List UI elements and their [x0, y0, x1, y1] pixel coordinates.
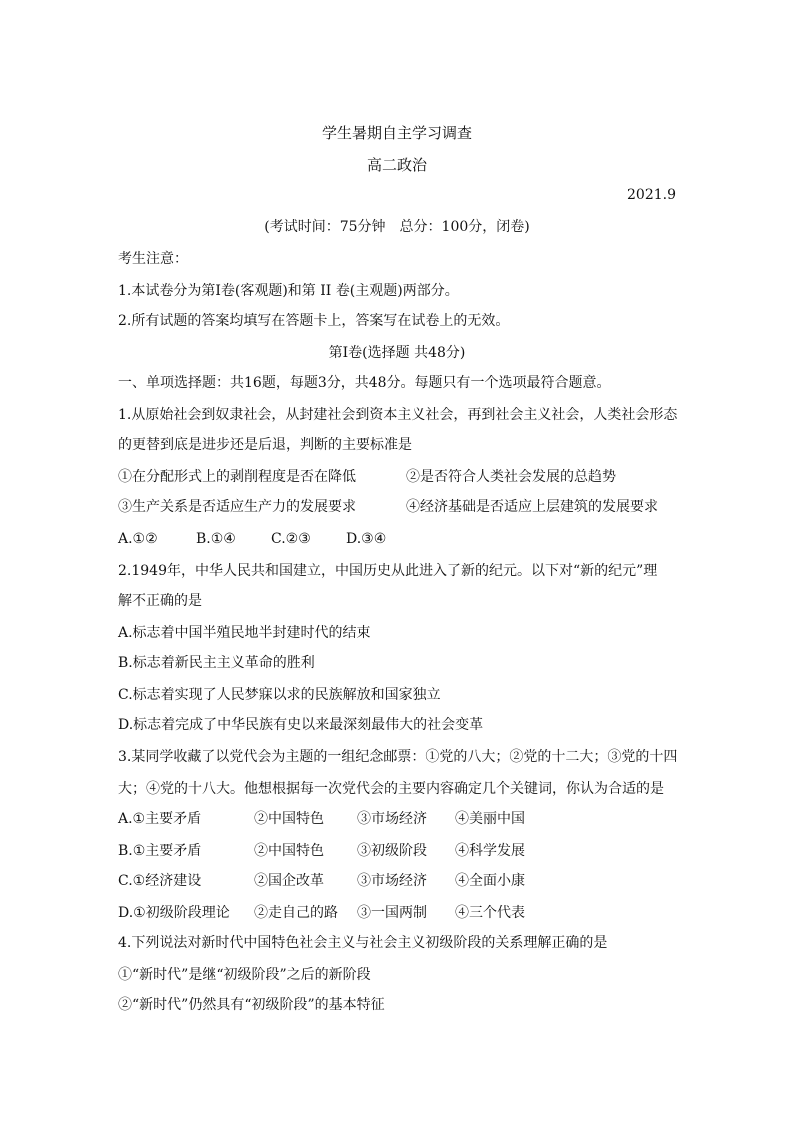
question-stem: 解不正确的是 [118, 593, 202, 609]
answer-choice-d: D.③④ [346, 531, 387, 547]
exam-date: 2021.9 [627, 187, 676, 203]
keyword: ④全面小康 [455, 873, 525, 889]
answer-option-a: A.①主要矛盾 [118, 811, 202, 827]
answer-choice-a: A.①② [118, 531, 158, 547]
keyword: ④科学发展 [455, 843, 525, 859]
question-stem: 大；④党的十八大。他想根据每一次党代会的主要内容确定几个关键词，你认为合适的是 [118, 781, 664, 797]
question-stem: 4.下列说法对新时代中国特色社会主义与社会主义初级阶段的关系理解正确的是 [118, 935, 608, 951]
statement: ①在分配形式上的剥削程度是否在降低 [118, 469, 356, 485]
statement: ③生产关系是否适应生产力的发展要求 [118, 499, 356, 515]
statement: ②是否符合人类社会发展的总趋势 [406, 469, 616, 485]
question-stem: 2.1949年，中华人民共和国建立，中国历史从此进入了新的纪元。以下对“新的纪元”理 [118, 563, 658, 579]
keyword: ④三个代表 [455, 905, 525, 921]
exam-subject: 高二政治 [366, 156, 427, 174]
keyword: ②国企改革 [254, 873, 324, 889]
statement: ④经济基础是否适应上层建筑的发展要求 [406, 499, 658, 515]
notice-item: 1.本试卷分为第Ⅰ卷(客观题)和第 II 卷(主观题)两部分。 [118, 283, 459, 299]
keyword: ②中国特色 [254, 843, 324, 859]
notice-heading: 考生注意： [118, 251, 188, 267]
answer-choice-b: B.①④ [196, 531, 236, 547]
question-stem: 1.从原始社会到奴隶社会，从封建社会到资本主义社会，再到社会主义社会，人类社会形态 [118, 407, 678, 423]
answer-option-b: B.①主要矛盾 [118, 843, 202, 859]
keyword: ②中国特色 [254, 811, 324, 827]
answer-option-d: D.①初级阶段理论 [118, 905, 230, 921]
keyword: ③一国两制 [357, 905, 427, 921]
keyword: ③市场经济 [357, 811, 427, 827]
answer-choice-c: C.②③ [271, 531, 311, 547]
statement: ②“新时代”仍然具有“初级阶段”的基本特征 [118, 997, 385, 1013]
notice-item: 2.所有试题的答案均填写在答题卡上，答案写在试卷上的无效。 [118, 313, 510, 329]
exam-info: (考试时间：75分钟 总分：100分，闭卷) [264, 219, 530, 235]
section-heading: 一、单项选择题：共16题，每题3分，共48分。每题只有一个选项最符合题意。 [118, 375, 611, 391]
keyword: ③初级阶段 [357, 843, 427, 859]
answer-option-c: C.标志着实现了人民梦寐以求的民族解放和国家独立 [118, 687, 441, 703]
statement: ①“新时代”是继“初级阶段”之后的新阶段 [118, 967, 371, 983]
question-stem: 的更替到底是进步还是后退，判断的主要标准是 [118, 437, 412, 453]
part-title: 第Ⅰ卷(选择题 共48分) [328, 345, 466, 361]
keyword: ③市场经济 [357, 873, 427, 889]
keyword: ④美丽中国 [455, 811, 525, 827]
question-stem: 3.某同学收藏了以党代会为主题的一组纪念邮票：①党的八大；②党的十二大；③党的十四 [118, 749, 678, 765]
answer-option-a: A.标志着中国半殖民地半封建时代的结束 [118, 625, 371, 641]
answer-option-b: B.标志着新民主主义革命的胜利 [118, 655, 315, 671]
answer-option-c: C.①经济建设 [118, 873, 202, 889]
exam-title: 学生暑期自主学习调查 [321, 124, 472, 142]
keyword: ②走自己的路 [254, 905, 338, 921]
answer-option-d: D.标志着完成了中华民族有史以来最深刻最伟大的社会变革 [118, 717, 484, 733]
